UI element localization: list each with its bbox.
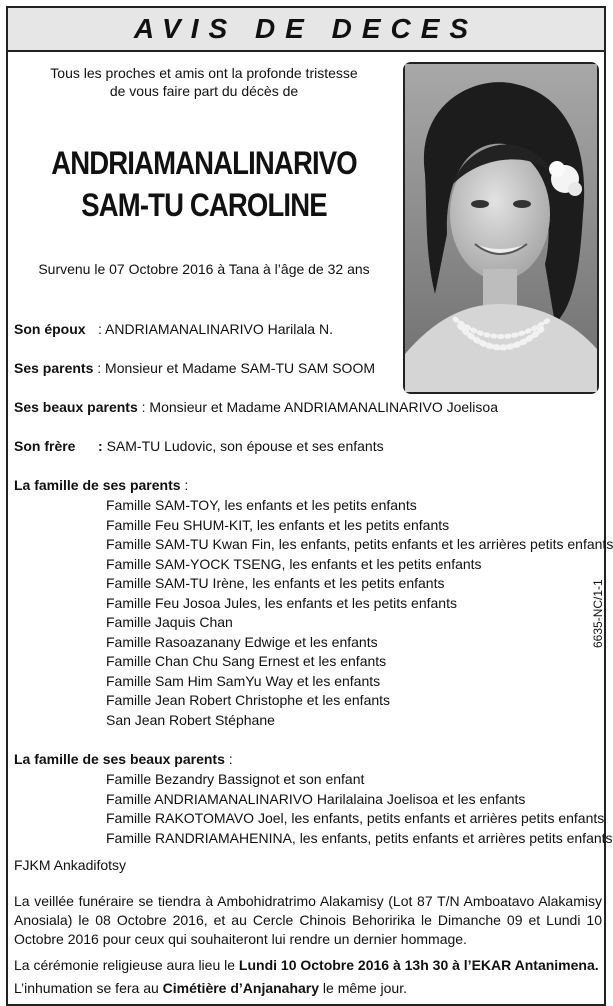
list-item: Famille Chan Chu Sang Ernest et les enfants — [106, 653, 387, 669]
list-item: San Jean Robert Stéphane — [106, 711, 275, 728]
spouse-sep: : — [98, 321, 102, 337]
deceased-name-line-1: ANDRIAMANALINARIVO — [51, 145, 357, 181]
list-item: Famille RANDRIAMAHENINA, les enfants, petits enfants et arrières petits enfants — [106, 829, 613, 846]
inlaws-value: Monsieur et Madame ANDRIAMANALINARIVO Joelisoa — [149, 399, 498, 415]
list-item: Famille SAM-TU Kwan Fin, les enfants, petits enfants et les arrières petits enfants — [106, 536, 613, 552]
inlaws-family-heading — [14, 750, 233, 768]
burial-place: Cimétière d’Anjanahary — [162, 980, 320, 996]
list-item: Famille Feu Josoa Jules, les enfants et les petits enfants — [106, 594, 457, 611]
list-item: Famille Sam Him SamYu Way et les enfants — [106, 672, 381, 689]
parents-family-heading — [14, 476, 188, 494]
brother-row — [14, 437, 384, 455]
notice-header — [8, 8, 604, 52]
ceremony-line — [14, 956, 599, 974]
parents-family-sep: : — [184, 477, 189, 493]
ceremony-prefix: La cérémonie religieuse aura lieu le — [14, 957, 239, 973]
reference-code: 6635-NC/1-1 — [591, 579, 605, 648]
portrait-image — [405, 64, 597, 392]
list-item: Famille Jaquis Chan — [106, 614, 233, 630]
list-item: Famille SAM-TOY, les enfants et les petits enfants — [106, 497, 417, 513]
list-item: Famille RAKOTOMAVO Joel, les enfants, petits enfants et arrières petits enfants — [106, 810, 605, 826]
parents-sep: : — [97, 360, 102, 376]
notice-frame — [6, 6, 613, 1006]
death-info: Survenu le 07 Octobre 2016 à Tana à l’âge de 32 ans — [38, 261, 370, 277]
spouse-row — [14, 320, 333, 338]
inlaws-family-list — [106, 770, 613, 848]
intro-line-1: Tous les proches et amis ont la profonde tristesse — [50, 65, 358, 81]
vigil-paragraph: La veillée funéraire se tiendra à Ambohidratrimo Alakamisy (Lot 87 T/N Amboatavo Alakamisy Anosiala) le 08 Octobre 2016, et au Cercle Chinois Behoririka le Dimanche 09 et Lundi 10 Octobre 2016 pour ceux qui souhaiteront lui rendre un dernier hommage. — [14, 893, 602, 947]
inlaws-label: Ses beaux parents — [14, 399, 138, 415]
parents-value: Monsieur et Madame SAM-TU SAM SOOM — [105, 360, 375, 376]
brother-value-wrap — [98, 437, 384, 455]
brother-label: Son frère — [14, 438, 76, 454]
deceased-photo — [403, 62, 599, 394]
church-name: FJKM Ankadifotsy — [14, 857, 127, 873]
inlaws-family-sep: : — [228, 751, 233, 767]
list-item: Famille Feu SHUM-KIT, les enfants et les petits enfants — [106, 516, 450, 533]
list-item: Famille ANDRIAMANALINARIVO Harilalaina Joelisoa et les enfants — [106, 790, 526, 807]
parents-label: Ses parents — [14, 360, 94, 376]
list-item: Famille SAM-TU Irène, les enfants et les petits enfants — [106, 575, 445, 591]
spouse-value: ANDRIAMANALINARIVO Harilala N. — [105, 321, 333, 337]
intro-line-2: de vous faire part du décès de — [109, 83, 299, 99]
list-item: Famille Bezandry Bassignot et son enfant — [106, 771, 365, 787]
ceremony-details: Lundi 10 Octobre 2016 à 13h 30 à l’EKAR Antanimena. — [238, 957, 599, 973]
list-item: Famille SAM-YOCK TSENG, les enfants et les petits enfants — [106, 555, 482, 572]
notice-title: AVIS DE DECES — [133, 13, 479, 44]
brother-value: SAM-TU Ludovic, son épouse et ses enfants — [106, 438, 384, 454]
burial-prefix: L’inhumation se fera au — [14, 980, 163, 996]
parents-family-list — [106, 496, 613, 730]
list-item: Famille Rasoazanany Edwige et les enfants — [106, 633, 378, 650]
burial-suffix: le même jour. — [319, 980, 407, 996]
parents-family-title: La famille de ses parents — [14, 477, 181, 493]
parents-row — [14, 359, 375, 377]
inlaws-family-title: La famille de ses beaux parents — [14, 751, 225, 767]
list-item: Famille Jean Robert Christophe et les enfants — [106, 692, 391, 708]
burial-line — [14, 979, 407, 997]
deceased-name-line-2: SAM-TU CAROLINE — [81, 187, 327, 223]
spouse-value-wrap — [98, 320, 333, 338]
inlaws-row — [14, 398, 498, 416]
brother-sep: : — [98, 438, 103, 454]
spouse-label: Son époux — [14, 321, 86, 337]
inlaws-sep: : — [141, 399, 146, 415]
